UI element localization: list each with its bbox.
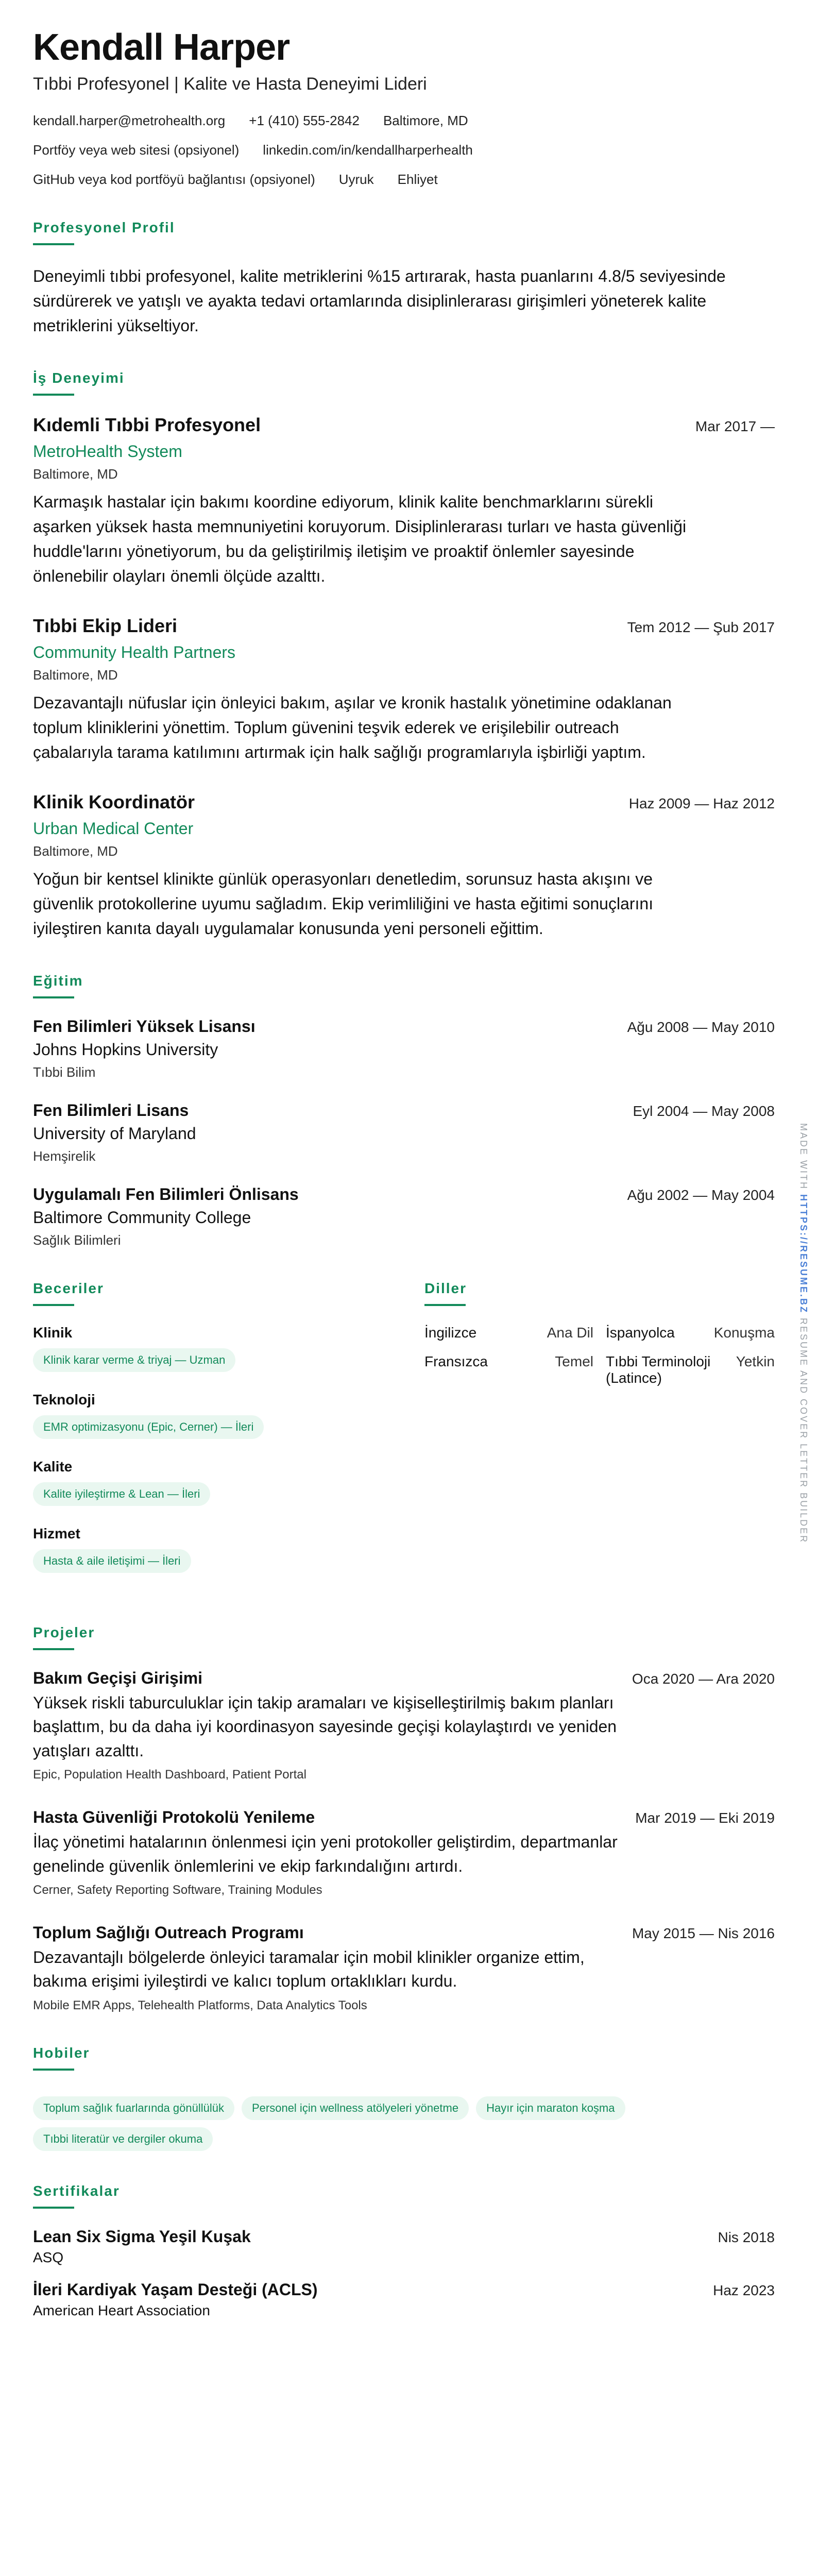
profile-summary: Deneyimli tıbbi profesyonel, kalite metriklerini %15 artırarak, hasta puanlarını 4.8/5 seviyesinde sürdürerek ve yatışlı ve ayakta tedavi ortamlarında disiplinlerarası girişimleri yöneterek kalite metriklerini yükseltiyor. — [33, 267, 726, 335]
education-school: Baltimore Community College — [33, 1208, 251, 1227]
certification-name: İleri Kardiyak Yaşam Desteği (ACLS) — [33, 2280, 318, 2299]
builder-watermark — [798, 1123, 809, 1544]
certification-entry — [33, 2227, 775, 2266]
location-text: Baltimore, MD — [383, 113, 468, 128]
hobby-chip: Hayır için maraton koşma — [476, 2096, 625, 2120]
job-header — [33, 615, 775, 637]
education-entry — [33, 1185, 775, 1248]
project-date: May 2015 — Nis 2016 — [632, 1925, 775, 1941]
education-date: Eyl 2004 — May 2008 — [633, 1103, 775, 1119]
language-name: İngilizce — [424, 1325, 477, 1341]
education-field: Hemşirelik — [33, 1148, 96, 1164]
section-title: Diller — [424, 1280, 467, 1296]
language-level: Yetkin — [736, 1353, 775, 1369]
education-header — [33, 1017, 775, 1036]
certification-date: Nis 2018 — [718, 2229, 775, 2245]
watermark-prefix: MADE WITH — [798, 1123, 809, 1190]
section-title: Profesyonel Profil — [33, 219, 175, 235]
education-degree: Fen Bilimleri Yüksek Lisansı — [33, 1017, 255, 1036]
certification-issuer: American Heart Association — [33, 2302, 210, 2318]
education-school: University of Maryland — [33, 1124, 196, 1143]
hobby-chip: Personel için wellness atölyeleri yönetme — [242, 2096, 469, 2120]
section-divider — [33, 1648, 74, 1650]
job-entry — [33, 414, 775, 588]
education-degree: Uygulamalı Fen Bilimleri Önlisans — [33, 1185, 299, 1204]
job-location: Baltimore, MD — [33, 466, 118, 482]
skill-group — [33, 1325, 424, 1372]
project-title: Hasta Güvenliği Protokolü Yenileme — [33, 1808, 315, 1827]
language-item — [606, 1353, 775, 1386]
project-description: Yüksek riskli taburculuklar için takip aramaları ve kişiselleştirilmiş bakım planları başlattım, bu da daha iyi koordinasyon sayesinde geçişi kolaylaştırdı ve yeniden yatışları azalttı. — [33, 1693, 617, 1760]
language-name: Tıbbi Terminoloji (Latince) — [606, 1353, 711, 1386]
watermark-link[interactable]: HTTPS://RESUME.BZ — [798, 1194, 809, 1314]
skill-chip: Kalite iyileştirme & Lean — İleri — [33, 1482, 210, 1506]
section-title: Sertifikalar — [33, 2182, 120, 2199]
job-title: Kıdemli Tıbbi Profesyonel — [33, 414, 261, 435]
job-date: Tem 2012 — Şub 2017 — [627, 619, 775, 635]
certification-entry — [33, 2280, 775, 2319]
section-title: İş Deneyimi — [33, 370, 125, 386]
job-location: Baltimore, MD — [33, 843, 118, 859]
job-entry — [33, 791, 775, 941]
contact-row — [33, 172, 775, 188]
watermark-suffix: RESUME AND COVER LETTER BUILDER — [798, 1318, 809, 1544]
education-field: Sağlık Bilimleri — [33, 1232, 121, 1248]
skill-category: Hizmet — [33, 1526, 80, 1541]
skills-languages-section — [33, 1280, 775, 1592]
section-divider — [33, 2207, 74, 2209]
contact-row — [33, 142, 775, 158]
candidate-name: Kendall Harper — [33, 27, 290, 68]
project-entry — [33, 1923, 775, 2013]
job-organization: Community Health Partners — [33, 643, 236, 662]
language-item — [424, 1325, 593, 1341]
project-technologies: Cerner, Safety Reporting Software, Training Modules — [33, 1883, 322, 1897]
profile-section — [33, 219, 775, 338]
project-technologies: Mobile EMR Apps, Telehealth Platforms, Data Analytics Tools — [33, 1998, 367, 2012]
project-header — [33, 1808, 775, 1827]
languages-column — [424, 1280, 775, 1592]
language-item — [424, 1353, 593, 1386]
project-date: Mar 2019 — Eki 2019 — [635, 1810, 775, 1826]
job-header — [33, 791, 775, 813]
job-date: Mar 2017 — — [695, 418, 775, 434]
project-header — [33, 1669, 775, 1688]
education-field: Tıbbi Bilim — [33, 1064, 96, 1080]
skill-group — [33, 1526, 424, 1573]
certification-name: Lean Six Sigma Yeşil Kuşak — [33, 2227, 251, 2246]
education-entry — [33, 1017, 775, 1080]
project-title: Bakım Geçişi Girişimi — [33, 1669, 203, 1687]
job-date: Haz 2009 — Haz 2012 — [628, 795, 775, 811]
section-title: Beceriler — [33, 1280, 104, 1296]
certification-issuer: ASQ — [33, 2249, 64, 2265]
job-location: Baltimore, MD — [33, 667, 118, 683]
job-organization: Urban Medical Center — [33, 819, 194, 838]
job-description: Dezavantajlı nüfuslar için önleyici bakım, aşılar ve kronik hastalık yönetimine odaklanan toplum kliniklerini yönettim. Toplum güvenini teşvik ederek ve erişilebilir outreach çabalarıyla tarama katılımını artırmak için halk sağlığı programlarıyla işbirliği yaptım. — [33, 693, 672, 761]
certifications-section — [33, 2183, 775, 2319]
section-divider — [424, 1304, 466, 1306]
project-technologies: Epic, Population Health Dashboard, Patient Portal — [33, 1768, 306, 1782]
education-date: Ağu 2008 — May 2010 — [627, 1019, 775, 1035]
section-divider — [33, 394, 74, 396]
hobby-list — [33, 2089, 775, 2151]
project-date: Oca 2020 — Ara 2020 — [632, 1671, 775, 1687]
project-description: Dezavantajlı bölgelerde önleyici taramalar için mobil klinikler organize ettim, bakıma erişimi iyileştirdi ve kalıcı toplum ortaklıkları kurdu. — [33, 1947, 585, 1991]
section-title: Projeler — [33, 1624, 95, 1640]
education-date: Ağu 2002 — May 2004 — [627, 1187, 775, 1203]
education-section — [33, 973, 775, 1248]
project-header — [33, 1923, 775, 1942]
skill-category: Kalite — [33, 1459, 73, 1475]
hobby-chip: Toplum sağlık fuarlarında gönüllülük — [33, 2096, 234, 2120]
github-link[interactable]: GitHub veya kod portföyü bağlantısı (opsiyonel) — [33, 172, 315, 187]
language-level: Temel — [555, 1353, 593, 1369]
section-divider — [33, 1304, 74, 1306]
phone-link[interactable]: +1 (410) 555-2842 — [249, 113, 360, 128]
education-header — [33, 1185, 775, 1204]
job-header — [33, 414, 775, 436]
job-description: Karmaşık hastalar için bakımı koordine ediyorum, klinik kalite benchmarklarını sürekli aşarken yüksek hasta memnuniyetini koruyorum. Disiplinlerarası turları ve hasta güvenliği huddle'larını yönetiyorum, bu da geliştirilmiş iletişim ve proaktif önlemler sayesinde önlenebilir olayları önemli ölçüde azalttı. — [33, 493, 687, 585]
education-degree: Fen Bilimleri Lisans — [33, 1101, 189, 1120]
skill-category: Klinik — [33, 1325, 73, 1341]
education-school: Johns Hopkins University — [33, 1040, 218, 1059]
education-header — [33, 1101, 775, 1120]
language-item — [606, 1325, 775, 1341]
skill-group — [33, 1392, 424, 1439]
language-level: Ana Dil — [547, 1325, 593, 1341]
resume-content — [33, 29, 775, 2333]
job-organization: MetroHealth System — [33, 442, 182, 461]
language-level: Konuşma — [713, 1325, 775, 1341]
skill-group — [33, 1459, 424, 1506]
candidate-headline: Tıbbi Profesyonel | Kalite ve Hasta Deneyimi Lideri — [33, 74, 427, 94]
license-text: Ehliyet — [397, 172, 438, 187]
email-link[interactable]: kendall.harper@metrohealth.org — [33, 113, 226, 128]
project-description: İlaç yönetimi hatalarının önlenmesi için yeni protokoller geliştirdim, departmanlar genelinde güvenlik önlemlerini ve ekip farkındalığını artırdı. — [33, 1833, 618, 1875]
certification-date: Haz 2023 — [713, 2282, 775, 2298]
hobbies-section — [33, 2045, 775, 2151]
section-divider — [33, 2069, 74, 2071]
portfolio-link[interactable]: Portföy veya web sitesi (opsiyonel) — [33, 142, 240, 158]
education-entry — [33, 1101, 775, 1164]
job-title: Klinik Koordinatör — [33, 791, 195, 812]
hobby-chip: Tıbbi literatür ve dergiler okuma — [33, 2127, 213, 2151]
job-title: Tıbbi Ekip Lideri — [33, 615, 178, 636]
projects-section — [33, 1624, 775, 2013]
resume-header — [33, 29, 775, 188]
section-title: Hobiler — [33, 2044, 90, 2061]
certification-header — [33, 2227, 775, 2246]
skill-category: Teknoloji — [33, 1392, 95, 1408]
section-divider — [33, 996, 74, 998]
contact-info — [33, 113, 775, 188]
section-divider — [33, 243, 74, 245]
section-title: Eğitim — [33, 973, 83, 989]
project-title: Toplum Sağlığı Outreach Programı — [33, 1923, 304, 1942]
nationality-text: Uyruk — [338, 172, 374, 187]
project-entry — [33, 1669, 775, 1782]
job-entry — [33, 615, 775, 765]
certification-header — [33, 2280, 775, 2299]
job-description: Yoğun bir kentsel klinikte günlük operasyonları denetledim, sorunsuz hasta akışını ve güvenlik protokollerine uyumu sağladım. Ekip verimliliğini ve hasta eğitimi sonuçlarını iyileştiren kanıta dayalı uygulamalar konusunda yeni personeli eğittim. — [33, 870, 654, 938]
linkedin-link[interactable]: linkedin.com/in/kendallharperhealth — [263, 142, 473, 158]
contact-row — [33, 113, 775, 129]
skill-chip: Klinik karar verme & triyaj — Uzman — [33, 1348, 235, 1372]
project-entry — [33, 1808, 775, 1897]
language-name: Fransızca — [424, 1353, 488, 1369]
language-name: İspanyolca — [606, 1325, 675, 1341]
languages-list — [424, 1325, 775, 1386]
skill-chip: EMR optimizasyonu (Epic, Cerner) — İleri — [33, 1415, 264, 1439]
experience-section — [33, 370, 775, 941]
skills-column — [33, 1280, 424, 1592]
skill-chip: Hasta & aile iletişimi — İleri — [33, 1549, 191, 1573]
